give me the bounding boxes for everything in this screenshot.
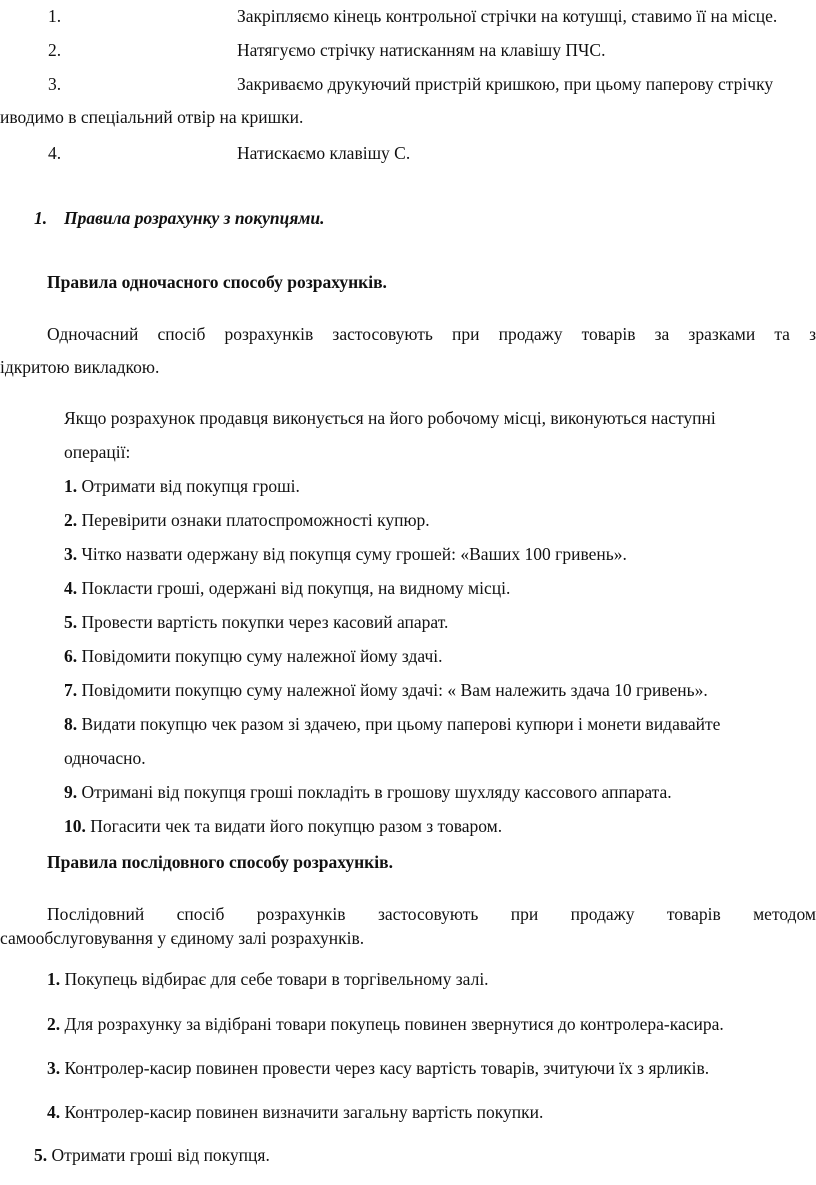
- paragraph-line: Одночасний спосіб розрахунків застосовують при продажу товарів за зразками та з: [47, 324, 816, 344]
- list-item-number: 3.: [64, 544, 78, 564]
- paragraph-line: самообслуговування у єдиному залі розрахунків.: [0, 928, 365, 948]
- list-item-text: Покупець відбирає для себе товари в торгівельному залі.: [60, 969, 489, 989]
- list-item-text: Отримати гроші від покупця.: [47, 1145, 270, 1165]
- list-item: [64, 815, 502, 837]
- list-item-text: Перевірити ознаки платоспроможності купюр.: [77, 510, 430, 530]
- list-item-number: 5.: [34, 1145, 48, 1165]
- list-item-text: Чітко назвати одержану від покупця суму грошей: «Ваших 100 гривень».: [77, 544, 627, 564]
- list-item-number: 2.: [64, 510, 78, 530]
- list-item-number: 1.: [47, 969, 61, 989]
- section-title: Правила розрахунку з покупцями.: [64, 208, 325, 228]
- list-item: [64, 713, 720, 735]
- section-number: 1.: [34, 208, 48, 228]
- list-item-text: Контролер-касир повинен визначити загальну вартість покупки.: [60, 1102, 544, 1122]
- subheading-simultaneous: Правила одночасного способу розрахунків.: [47, 272, 387, 292]
- list-item-continuation: одночасно.: [64, 748, 146, 768]
- list-item: [64, 509, 430, 531]
- step-text: Закріпляємо кінець контрольної стрічки на котушці, ставимо її на місце.: [237, 6, 778, 26]
- list-item-number: 9.: [64, 782, 78, 802]
- list-item-number: 4.: [64, 578, 78, 598]
- step-number: 2.: [48, 40, 62, 60]
- list-item-text: Контролер-касир повинен провести через касу вартість товарів, зчитуючи їх з ярликів.: [60, 1058, 710, 1078]
- step-text-continuation: иводимо в спеціальний отвір на кришки.: [0, 107, 304, 127]
- list-item-text: Повідомити покупцю суму належної йому здачі.: [77, 646, 443, 666]
- list-item-number: 10.: [64, 816, 86, 836]
- paragraph-line: Послідовний спосіб розрахунків застосовують при продажу товарів методом: [47, 904, 816, 924]
- list-item: [47, 1057, 709, 1079]
- paragraph-line: ідкритою викладкою.: [0, 357, 160, 377]
- list-item: [64, 577, 510, 599]
- step-number: 4.: [48, 143, 62, 163]
- list-item: [64, 611, 448, 633]
- list-item-text: Погасити чек та видати його покупцю разом з товаром.: [85, 816, 503, 836]
- list-item-number: 3.: [47, 1058, 61, 1078]
- list-item-text: Покласти гроші, одержані від покупця, на видному місці.: [77, 578, 511, 598]
- list-item: [64, 475, 300, 497]
- intro-line: операції:: [64, 442, 131, 462]
- subheading-sequential: Правила послідовного способу розрахунків.: [47, 852, 393, 872]
- list-item-text: Отримані від покупця гроші покладіть в грошову шухляду кассового аппарата.: [77, 782, 672, 802]
- list-item: [64, 645, 443, 667]
- list-item: [34, 1144, 270, 1166]
- step-number: 3.: [48, 74, 62, 94]
- intro-line: Якщо розрахунок продавця виконується на його робочому місці, виконуються наступні: [64, 408, 716, 428]
- list-item-text: Видати покупцю чек разом зі здачею, при цьому паперові купюри і монети видавайте: [77, 714, 721, 734]
- step-text: Закриваємо друкуючий пристрій кришкою, при цьому паперову стрічку: [237, 74, 774, 94]
- list-item-number: 8.: [64, 714, 78, 734]
- step-text: Натискаємо клавішу С.: [237, 143, 411, 163]
- list-item: [64, 781, 672, 803]
- list-item-number: 1.: [64, 476, 78, 496]
- list-item-number: 6.: [64, 646, 78, 666]
- list-item-number: 5.: [64, 612, 78, 632]
- list-item: [47, 968, 489, 990]
- list-item: [47, 1013, 724, 1035]
- list-item-text: Повідомити покупцю суму належної йому здачі: « Вам належить здача 10 гривень».: [77, 680, 708, 700]
- step-text: Натягуємо стрічку натисканням на клавішу ПЧС.: [237, 40, 606, 60]
- list-item: [64, 679, 708, 701]
- step-number: 1.: [48, 6, 62, 26]
- list-item-text: Отримати від покупця гроші.: [77, 476, 300, 496]
- list-item-number: 4.: [47, 1102, 61, 1122]
- list-item-text: Для розрахунку за відібрані товари покупець повинен звернутися до контролера-касира.: [60, 1014, 724, 1034]
- list-item: [64, 543, 627, 565]
- list-item-number: 2.: [47, 1014, 61, 1034]
- list-item-number: 7.: [64, 680, 78, 700]
- list-item: [47, 1101, 543, 1123]
- list-item-text: Провести вартість покупки через касовий апарат.: [77, 612, 449, 632]
